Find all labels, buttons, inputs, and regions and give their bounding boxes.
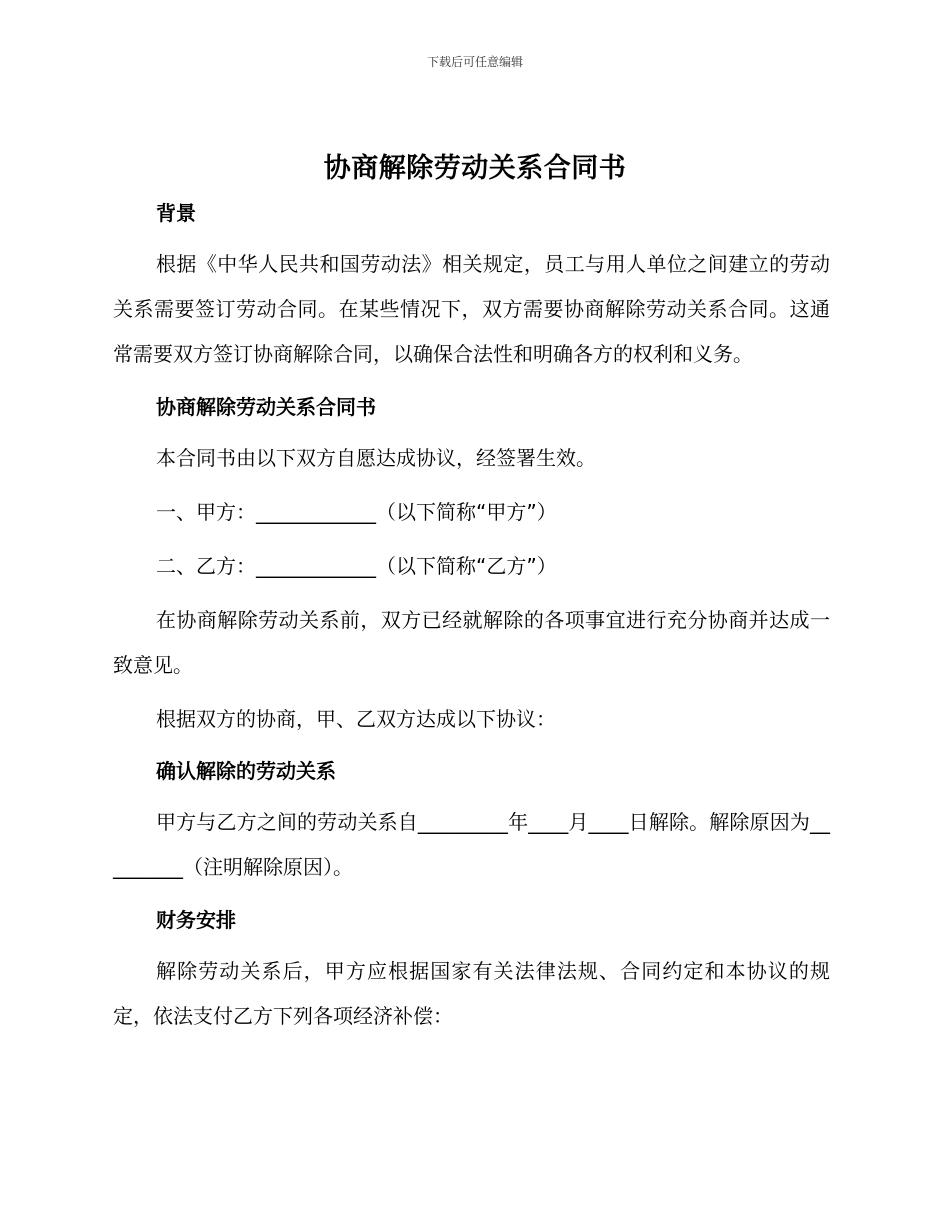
paragraph-contract-intro: 本合同书由以下双方自愿达成协议，经签署生效。 (156, 446, 596, 470)
paragraph-party-b: 二、乙方：____________（以下简称“乙方”） (156, 554, 557, 578)
paragraph-agreement: 根据双方的协商，甲、乙双方达成以下协议： (156, 707, 556, 731)
document-title: 协商解除劳动关系合同书 (323, 153, 627, 184)
paragraph-background: 根据《中华人民共和国劳动法》相关规定，员工与用人单位之间建立的劳动关系需要签订劳动合同。在某些情况下，双方需要协商解除劳动关系合同。这通常需要双方签订协商解除合同，以确保合法性和明确各方的权利和义务。 (113, 252, 830, 366)
spacer (113, 688, 830, 697)
section-heading-confirm: 确认解除的劳动关系 (156, 759, 336, 783)
spacer (113, 481, 830, 490)
section-heading-background: 背景 (156, 201, 196, 225)
section-heading-finance: 财务安排 (156, 908, 236, 932)
spacer (113, 427, 830, 436)
spacer (113, 940, 830, 949)
spacer (113, 535, 830, 544)
spacer (113, 233, 830, 242)
paragraph-confirm: 甲方与乙方之间的劳动关系自_________年____月____日解除。解除原因为_________（注明解除原因）。 (113, 810, 830, 879)
section-heading-contract: 协商解除劳动关系合同书 (156, 395, 376, 419)
spacer (113, 791, 830, 800)
page-header-note: 下载后可任意编辑 (426, 55, 523, 69)
paragraph-negotiation: 在协商解除劳动关系前，双方已经就解除的各项事宜进行充分协商并达成一致意见。 (113, 608, 830, 677)
spacer (113, 890, 830, 900)
spacer (113, 742, 830, 751)
paragraph-party-a: 一、甲方：____________（以下简称“甲方”） (156, 500, 557, 524)
paragraph-finance: 解除劳动关系后，甲方应根据国家有关法律法规、合同约定和本协议的规定，依法支付乙方下列各项经济补偿： (113, 959, 830, 1028)
spacer (113, 589, 830, 598)
spacer (113, 377, 830, 387)
document-body (113, 193, 830, 1039)
